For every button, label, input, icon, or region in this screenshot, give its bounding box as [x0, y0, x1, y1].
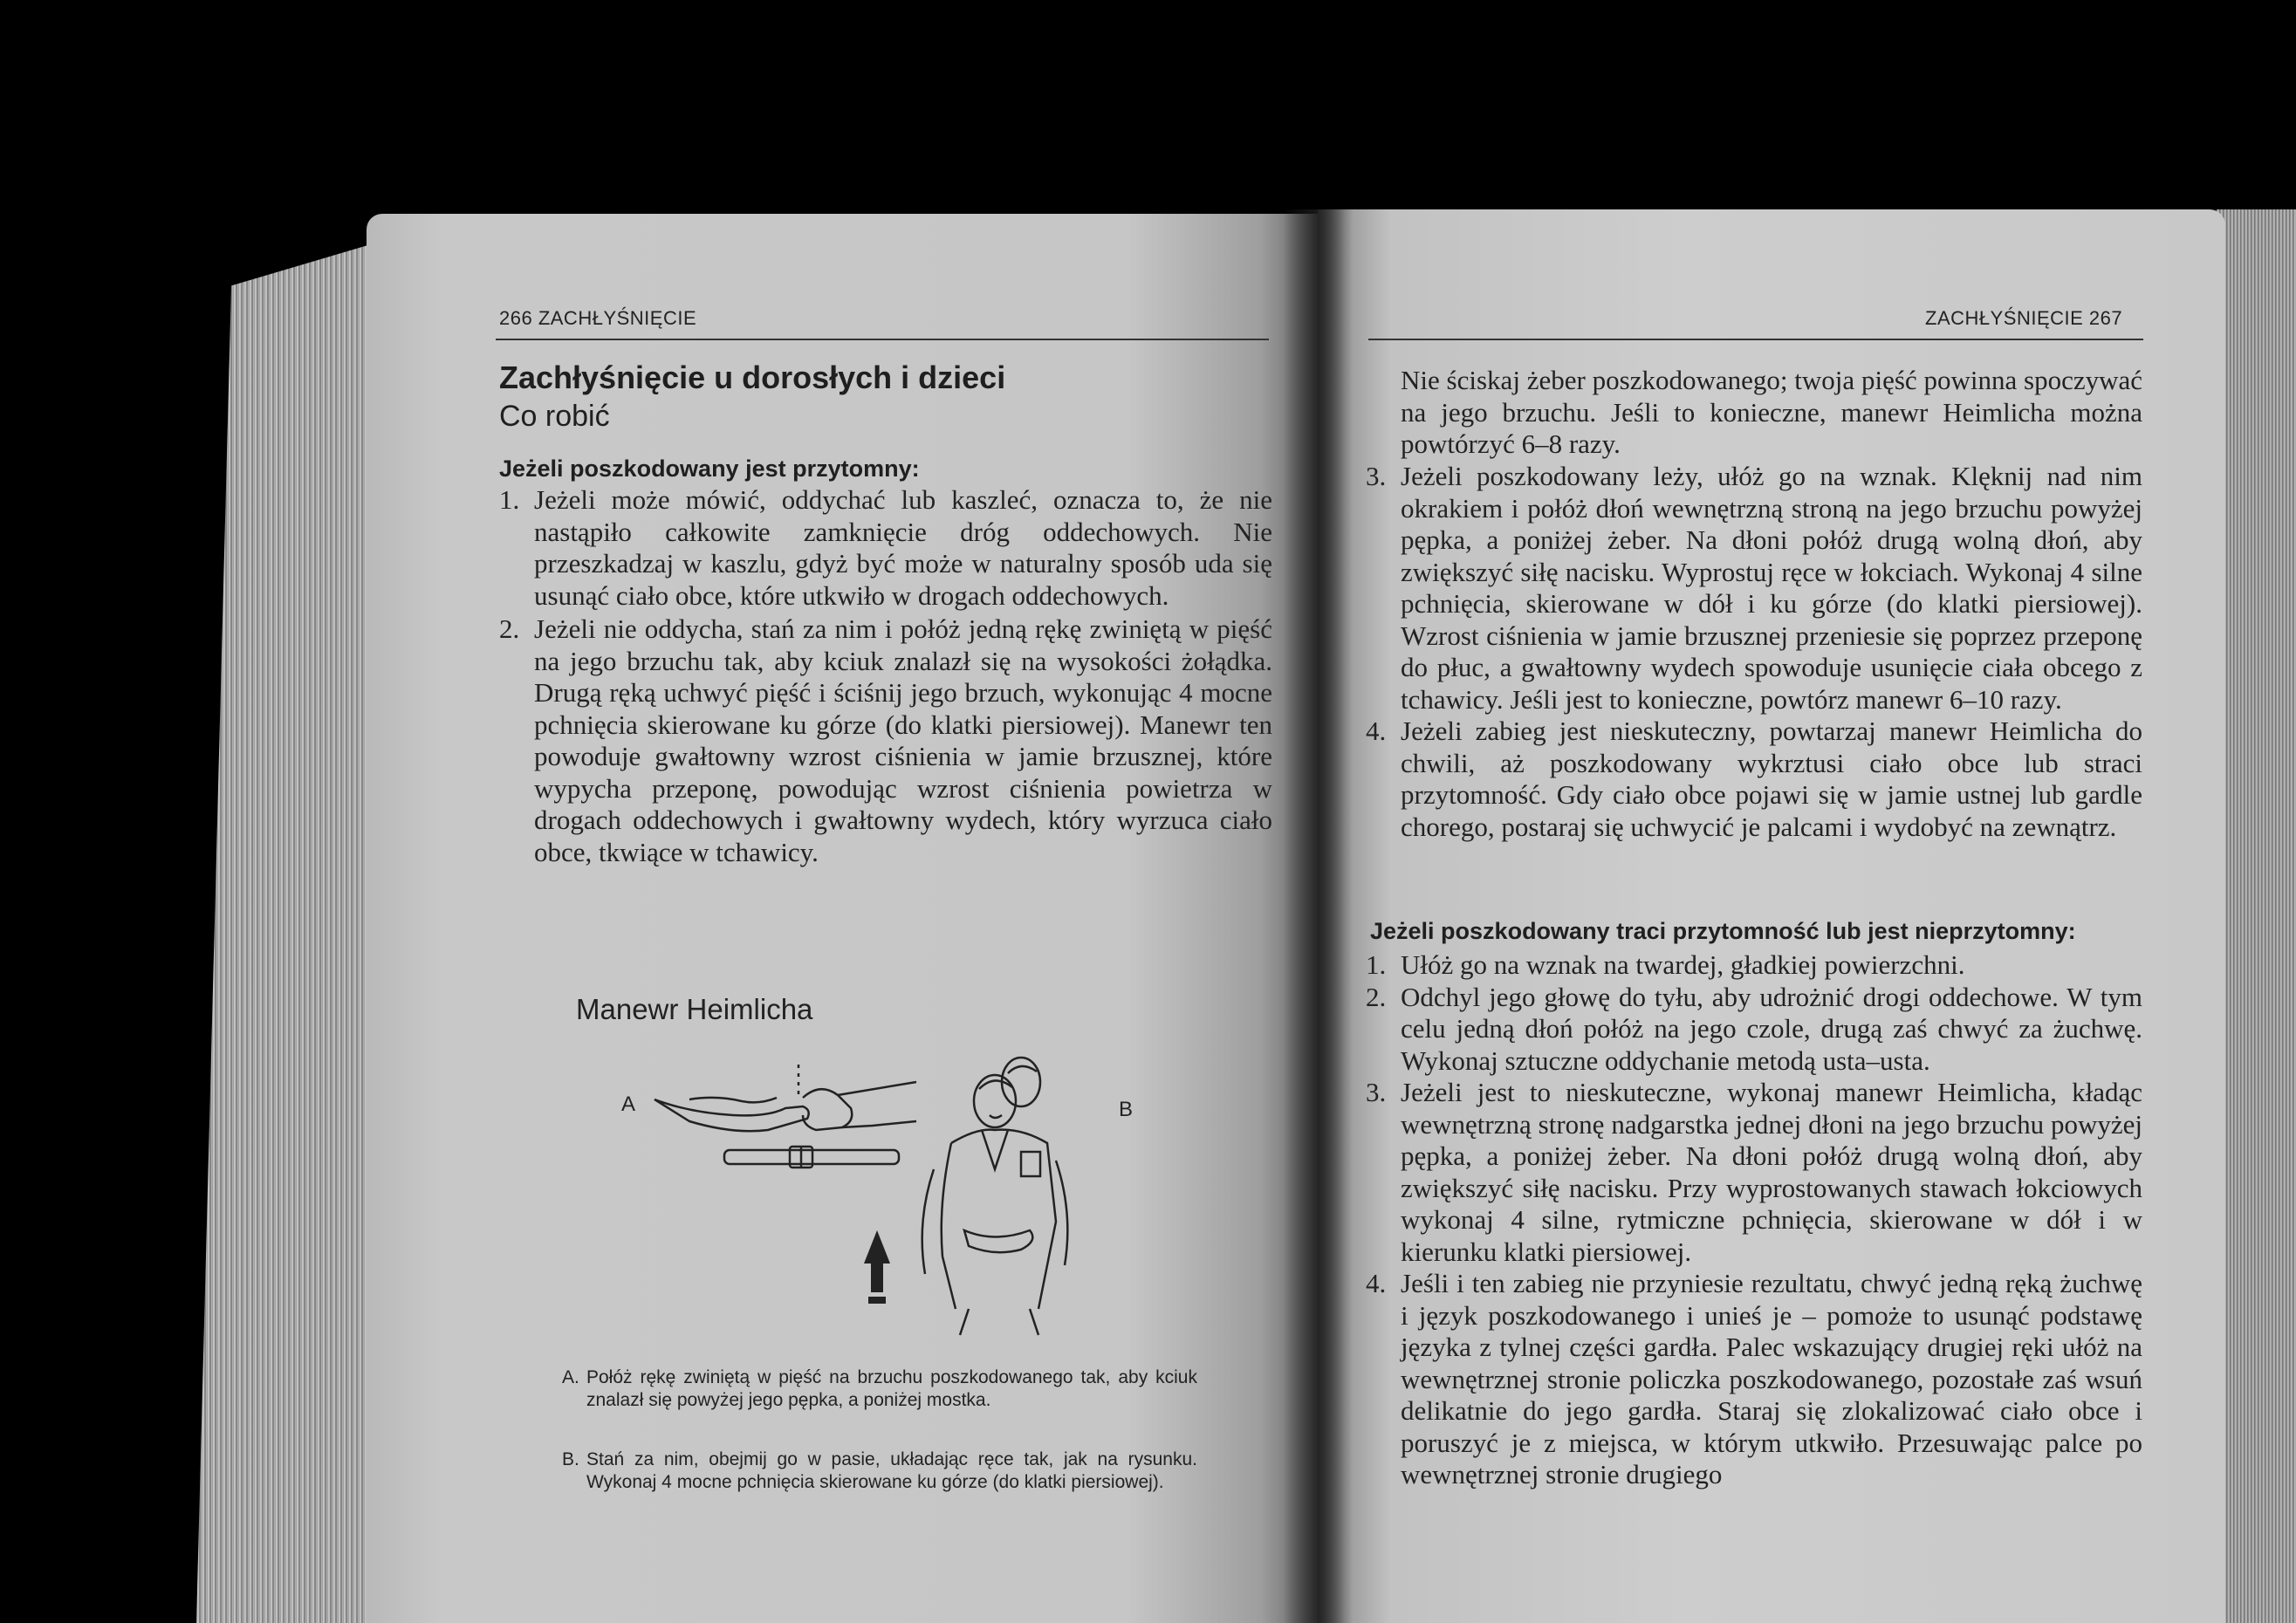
list-item-number: 4. [1366, 1268, 1387, 1298]
conscious-steps-continued-list [1366, 461, 2142, 843]
list-item [1366, 981, 2142, 1078]
condition-heading-unconscious: Jeżeli poszkodowany traci przytomność lub jest nieprzytomny: [1370, 918, 2076, 944]
list-item-number: 3. [1366, 1077, 1387, 1107]
upward-arrow-icon [864, 1230, 890, 1304]
book-gutter [1283, 209, 1353, 1623]
right-running-head: ZACHŁYŚNIĘCIE 267 [1925, 307, 2123, 329]
list-item-text: Jeżeli może mówić, oddychać lub kaszleć, oznacza to, że nie nastąpiło całkowite zamknięcie dróg oddechowych. Nie przeszkadzaj w kaszlu, gdyż być może w naturalny sposób uda się usunąć ciało obce, które utkwiło w drogach oddechowych. [534, 484, 1272, 611]
list-item-text: Jeśli i ten zabieg nie przyniesie rezultatu, chwyć jedną ręką żuchwę i język poszkodowanego i unieś je – pomoże to usunąć podstawę języka z tylnej części gardła. Palec wskazujący drugiej ręki ułóż na wewnętrznej stronie policzka poszkodowanego, pozostałe zaś wsuń delikatnie do jego gardła. Staraj się zlokalizować ciało obce i poruszyć je z miejsca, w którym utkwiło. Przesuwając palce po wewnętrznej stronie drugiego [1401, 1268, 2142, 1489]
list-item [1366, 716, 2142, 843]
condition-heading-conscious: Jeżeli poszkodowany jest przytomny: [499, 455, 920, 482]
figure-title: Manewr Heimlicha [576, 993, 813, 1025]
left-header-rule [496, 339, 1269, 340]
list-item-number: 1. [1366, 949, 1387, 980]
heimlich-illustration [637, 1047, 1126, 1344]
right-header-rule [1368, 339, 2143, 340]
hands-fist-drawing [655, 1065, 916, 1168]
list-item-number: 2. [499, 613, 520, 644]
list-item-text: Ułóż go na wznak na twardej, gładkiej powierzchni. [1401, 949, 1965, 980]
caption-text: Stań za nim, obejmij go w pasie, układając ręce tak, jak na rysunku. Wykonaj 4 mocne pchnięcia skierowane ku górze (do klatki piersiowej). [586, 1449, 1197, 1492]
list-item-number: 1. [499, 484, 520, 515]
list-item [1366, 949, 2142, 982]
right-page-edges [2217, 209, 2296, 1623]
caption-label: A. [562, 1367, 579, 1387]
list-item [1366, 1077, 2142, 1268]
list-item-text: Jeżeli nie oddycha, stań za nim i połóż jedną rękę zwiniętą w pięść na jego brzuchu tak, aby kciuk znalazł się na wysokości żołądka. Drugą ręką uchwyć pięść i ściśnij jego brzuch, wykonując 4 mocne pchnięcia skierowane ku górze (do klatki piersiowej). Manewr ten powoduje gwałtowny wzrost ciśnienia w jamie brzusznej, które wypycha przeponę, powodując wzrost ciśnienia powietrza w drogach oddechowych i gwałtowny wydech, który wyrzuca ciało obce, tkwiące w tchawicy. [534, 613, 1272, 867]
list-item-text: Jeżeli poszkodowany leży, ułóż go na wznak. Klęknij nad nim okrakiem i połóż dłoń wewnętrzną stroną na jego brzuchu powyżej pępka, a poniżej żeber. Na dłoni połóż drugą wolną dłoń, aby zwiększyć siłę nacisku. Wyprostuj ręce w łokciach. Wykonaj 4 silne pchnięcia, skierowane w dół i ku górze (do klatki piersiowej). Wzrost ciśnienia w jamie brzusznej przeniesie się poprzez przeponę do płuc, a gwałtowny wydech spowoduje usunięcie ciała obcego z tchawicy. Jeśli jest to konieczne, powtórz manewr 6–10 razy. [1401, 461, 2142, 715]
list-item [1366, 1268, 2142, 1491]
list-item-number: 3. [1366, 461, 1387, 491]
list-item [499, 613, 1272, 868]
list-item-number: 4. [1366, 716, 1387, 746]
list-item [1366, 461, 2142, 716]
section-title: Zachłyśnięcie u dorosłych i dzieci [499, 360, 1006, 395]
continuation-paragraph: Nie ściskaj żeber poszkodowanego; twoja pięść powinna spoczywać na jego brzuchu. Jeśli to konieczne, manewr Heimlicha można powtórzyć 6–8 razy. [1401, 365, 2142, 459]
list-item-number: 2. [1366, 981, 1387, 1012]
figure-label-a: A [621, 1092, 636, 1116]
rescuer-and-victim-drawing [922, 1058, 1068, 1335]
caption-label: B. [562, 1449, 579, 1469]
list-item [499, 484, 1272, 612]
caption-text: Połóż rękę zwiniętą w pięść na brzuchu poszkodowanego tak, aby kciuk znalazł się powyżej jego pępka, a poniżej mostka. [586, 1367, 1197, 1410]
left-running-head: 266 ZACHŁYŚNIĘCIE [499, 307, 697, 329]
list-item-text: Jeżeli zabieg jest nieskuteczny, powtarzaj manewr Heimlicha do chwili, aż poszkodowany wykrztusi ciało obce lub straci przytomność. Gdy ciało obce pojawi się w jamie ustnej lub gardle chorego, postaraj się uchwycić je palcami i wydobyć na zewnątrz. [1401, 716, 2142, 842]
figure-caption-b [562, 1448, 1197, 1494]
list-item-text: Jeżeli jest to nieskuteczne, wykonaj manewr Heimlicha, kładąc wewnętrzną stronę nadgarstka jednej dłoni na jego brzuchu powyżej pępka, a poniżej żeber. Na dłoni połóż drugą wolną dłoń, aby zwiększyć siłę nacisku. Przy wyprostowanych stawach łokciowych wykonaj 4 silne, rytmiczne pchnięcia, skierowane w dół i w kierunku klatki piersiowej. [1401, 1077, 2142, 1267]
unconscious-steps-list [1366, 949, 2142, 1491]
conscious-steps-list [499, 484, 1272, 868]
list-item-text: Odchyl jego głowę do tyłu, aby udrożnić drogi oddechowe. W tym celu jedną dłoń połóż na jego czole, drugą zaś chwyć za żuchwę. Wykonaj sztuczne oddychanie metodą usta–usta. [1401, 981, 2142, 1076]
left-page-edges [196, 244, 371, 1623]
figure-caption-a [562, 1366, 1197, 1412]
section-subtitle: Co robić [499, 400, 610, 433]
figure-label-b: B [1119, 1098, 1134, 1121]
